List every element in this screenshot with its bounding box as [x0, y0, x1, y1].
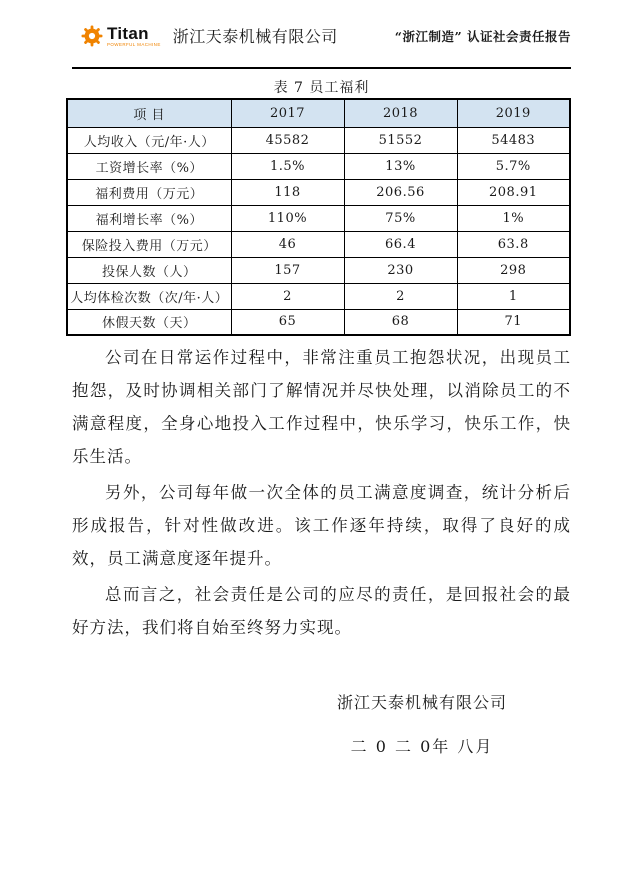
table-cell: 66.4 [344, 231, 457, 257]
header-report-title: “浙江制造” 认证社会责任报告 [394, 29, 571, 44]
logo-tagline: POWERFUL MACHINE [107, 41, 161, 47]
row-label: 福利费用（万元） [67, 179, 231, 205]
body-text [72, 341, 571, 647]
table-cell: 46 [231, 231, 344, 257]
table-cell: 75% [344, 205, 457, 231]
table-cell: 2 [344, 283, 457, 309]
paragraph: 公司在日常运作过程中，非常注重员工抱怨状况，出现员工抱怨，及时协调相关部门了解情况并尽快处理，以消除员工的不满意程度，全身心地投入工作过程中，快乐学习，快乐工作，快乐生活。 [72, 348, 571, 466]
table-cell: 71 [457, 309, 570, 335]
signature-date: 二 0 二 0年 八月 [350, 737, 494, 756]
page-header [80, 24, 571, 48]
table-row [67, 205, 570, 231]
table-cell: 1.5% [231, 153, 344, 179]
signature-block [272, 690, 572, 757]
table-header-cell: 2019 [457, 99, 570, 127]
paragraph: 总而言之，社会责任是公司的应尽的责任，是回报社会的最好方法，我们将自始至终努力实现。 [72, 585, 571, 637]
table-cell: 2 [231, 283, 344, 309]
titan-logo [80, 24, 161, 48]
table-cell: 65 [231, 309, 344, 335]
table-cell: 208.91 [457, 179, 570, 205]
table-cell: 54483 [457, 127, 570, 153]
table-cell: 1 [457, 283, 570, 309]
table-cell: 206.56 [344, 179, 457, 205]
table-cell: 51552 [344, 127, 457, 153]
paragraph: 另外，公司每年做一次全体的员工满意度调查，统计分析后形成报告，针对性做改进。该工作逐年持续，取得了良好的成效，员工满意度逐年提升。 [72, 483, 571, 568]
table-header-cell: 2017 [231, 99, 344, 127]
row-label: 投保人数（人） [67, 257, 231, 283]
table-row [67, 257, 570, 283]
table-row [67, 309, 570, 335]
header-rule [72, 67, 571, 69]
table-header-cell: 项 目 [67, 99, 231, 127]
row-label: 保险投入费用（万元） [67, 231, 231, 257]
row-label: 休假天数（天） [67, 309, 231, 335]
table-cell: 13% [344, 153, 457, 179]
row-label: 人均体检次数（次/年·人） [67, 283, 231, 309]
table-row [67, 179, 570, 205]
row-label: 福利增长率（%） [67, 205, 231, 231]
logo-text [107, 25, 161, 48]
table-cell: 68 [344, 309, 457, 335]
signature-company: 浙江天泰机械有限公司 [336, 693, 507, 712]
table-cell: 45582 [231, 127, 344, 153]
table-cell: 118 [231, 179, 344, 205]
header-company-name: 浙江天泰机械有限公司 [172, 27, 338, 46]
logo-brand: Titan [107, 23, 149, 43]
table-title: 表 7 员工福利 [273, 80, 370, 96]
table-row [67, 283, 570, 309]
row-label: 工资增长率（%） [67, 153, 231, 179]
table-row [67, 153, 570, 179]
table-header-cell: 2018 [344, 99, 457, 127]
table-header-row [67, 99, 570, 127]
table-cell: 230 [344, 257, 457, 283]
row-label: 人均收入（元/年·人） [67, 127, 231, 153]
table-cell: 5.7% [457, 153, 570, 179]
table-row [67, 127, 570, 153]
table-cell: 157 [231, 257, 344, 283]
table-cell: 110% [231, 205, 344, 231]
table-cell: 63.8 [457, 231, 570, 257]
gear-icon [80, 24, 104, 48]
table-cell: 1% [457, 205, 570, 231]
table-cell: 298 [457, 257, 570, 283]
table-row [67, 231, 570, 257]
employee-welfare-table [66, 98, 571, 336]
